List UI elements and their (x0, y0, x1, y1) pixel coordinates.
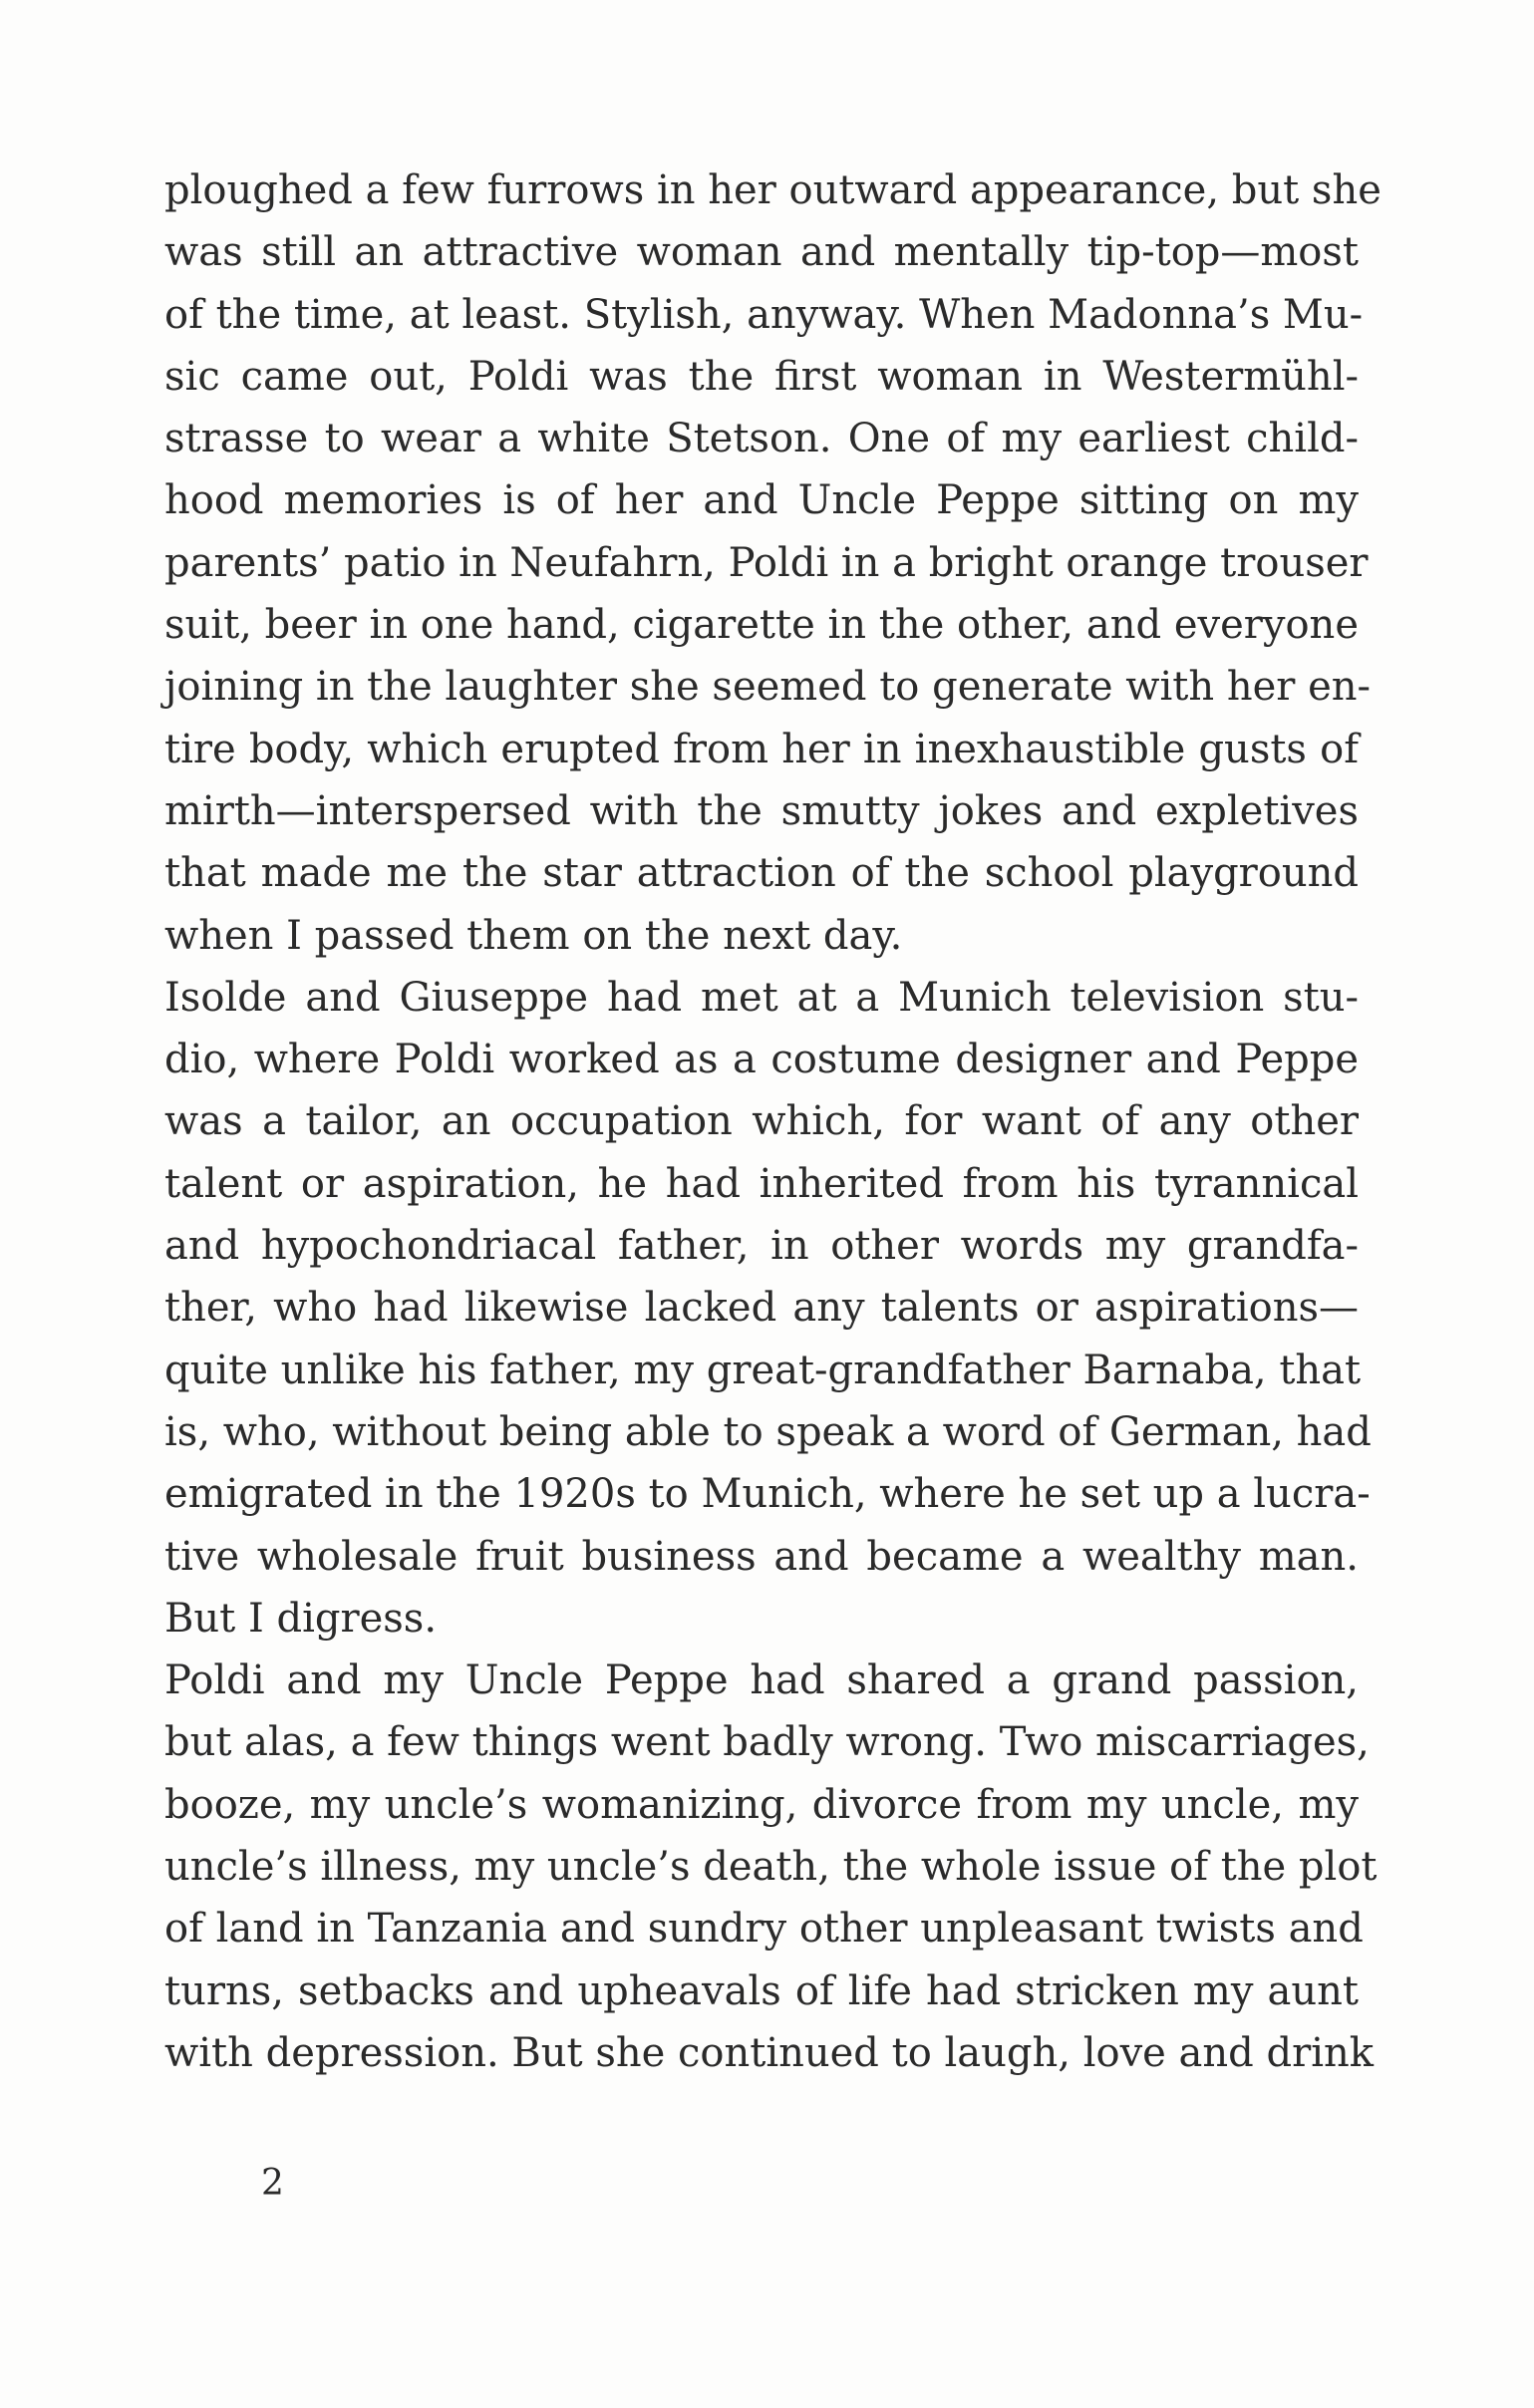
paragraph-3 (164, 1650, 1378, 2084)
text-line: Poldi and my Uncle Peppe had shared a grand passion, (164, 1657, 1359, 1704)
text-line: strasse to wear a white Stetson. One of my earliest child- (164, 416, 1359, 462)
text-line: that made me the star attraction of the school playground (164, 850, 1359, 897)
text-line: was a tailor, an occupation which, for want of any other (164, 1098, 1359, 1145)
text-line: Isolde and Giuseppe had met at a Munich television stu- (164, 974, 1359, 1021)
text-line: emigrated in the 1920s to Munich, where he set up a lucra- (164, 1471, 1371, 1518)
text-line: is, who, without being able to speak a word of German, had (164, 1408, 1372, 1455)
text-line: mirth—interspersed with the smutty jokes and expletives (164, 787, 1359, 834)
paragraph-2 (164, 967, 1372, 1650)
text-line: tive wholesale fruit business and became a wealthy man. (164, 1533, 1359, 1580)
text-line: was still an attractive woman and mentally tip-top—most (164, 229, 1359, 276)
text-line: hood memories is of her and Uncle Peppe sitting on my (164, 477, 1359, 524)
paragraph-1 (164, 159, 1381, 967)
text-line: But I digress. (164, 1595, 438, 1642)
text-line: ther, who had likewise lacked any talents or aspirations— (164, 1285, 1359, 1332)
text-line: booze, my uncle’s womanizing, divorce from my uncle, my (164, 1781, 1359, 1828)
text-line: and hypochondriacal father, in other words my grandfa- (164, 1223, 1359, 1270)
text-line: of the time, at least. Stylish, anyway. When Madonna’s Mu- (164, 291, 1364, 338)
text-line: ploughed a few furrows in her outward appearance, but she (164, 167, 1381, 213)
text-line: of land in Tanzania and sundry other unpleasant twists and (164, 1906, 1364, 1953)
text-line: uncle’s illness, my uncle’s death, the whole issue of the plot (164, 1844, 1378, 1891)
text-line: quite unlike his father, my great-grandfather Barnaba, that (164, 1347, 1362, 1393)
text-line: with depression. But she continued to laugh, love and drink (164, 2029, 1375, 2076)
text-line: turns, setbacks and upheavals of life had stricken my aunt (164, 1967, 1359, 2014)
text-line: sic came out, Poldi was the first woman in Westermühl- (164, 353, 1359, 400)
text-line: but alas, a few things went badly wrong. Two miscarriages, (164, 1719, 1370, 1766)
page-number: 2 (261, 2163, 284, 2204)
text-line: talent or aspiration, he had inherited from his tyrannical (164, 1160, 1359, 1207)
body-text (164, 159, 1381, 2084)
text-line: parents’ patio in Neufahrn, Poldi in a bright orange trouser (164, 539, 1369, 586)
text-line: joining in the laughter she seemed to generate with her en- (164, 664, 1372, 711)
text-line: when I passed them on the next day. (164, 912, 903, 959)
text-line: tire body, which erupted from her in inexhaustible gusts of (164, 726, 1359, 772)
text-line: suit, beer in one hand, cigarette in the other, and everyone (164, 602, 1359, 649)
text-line: dio, where Poldi worked as a costume designer and Peppe (164, 1037, 1359, 1083)
